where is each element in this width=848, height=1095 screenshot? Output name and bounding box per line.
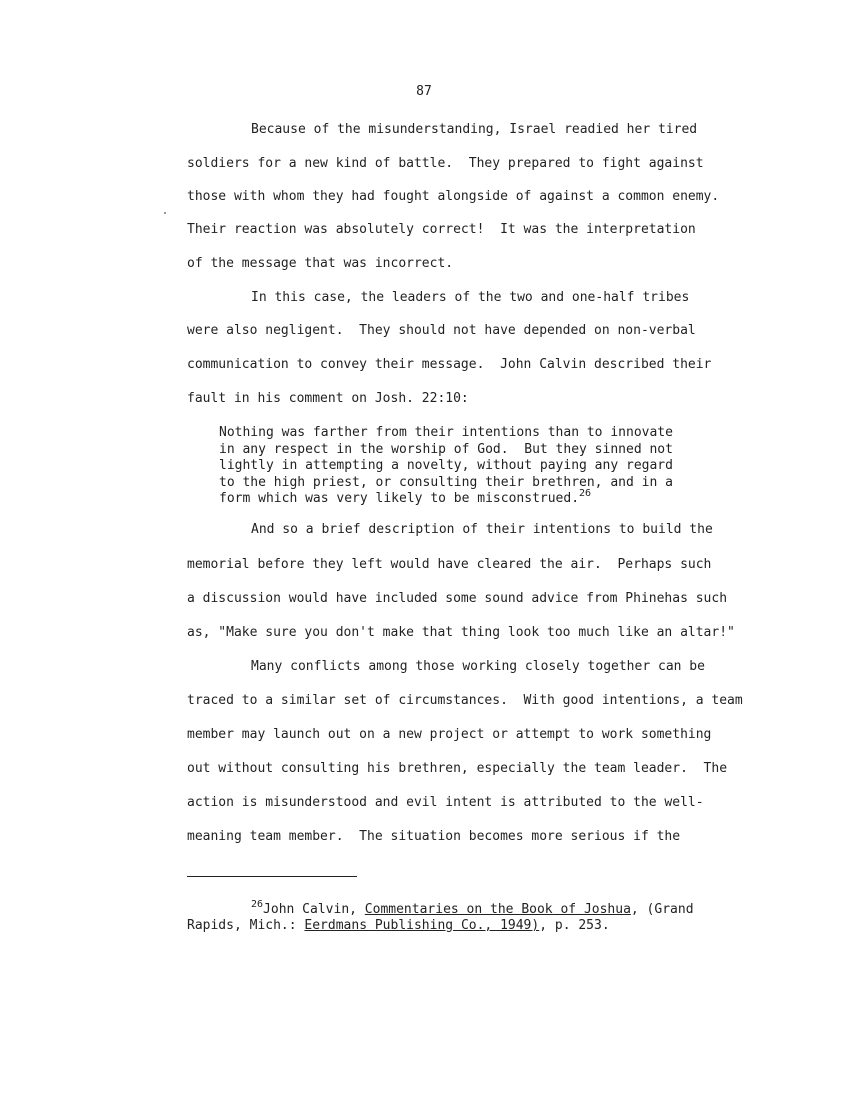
paragraph-line: fault in his comment on Josh. 22:10: xyxy=(187,391,469,406)
footnote-text: Rapids, Mich.: xyxy=(187,918,305,933)
paragraph-line: were also negligent. They should not have depended on non-verbal xyxy=(187,323,696,338)
paragraph-line: Because of the misunderstanding, Israel readied her tired xyxy=(251,122,698,137)
footnote-line-1 xyxy=(251,899,694,918)
footnote-text: , (Grand xyxy=(630,902,694,917)
paragraph-line: traced to a similar set of circumstances. With good intentions, a team xyxy=(187,693,743,708)
paragraph-line: as, "Make sure you don't make that thing look too much like an altar!" xyxy=(187,625,735,640)
footnote-text: , p. 253. xyxy=(539,918,610,933)
page-number: 87 xyxy=(416,84,432,99)
paragraph-line: those with whom they had fought alongside of against a common enemy. xyxy=(187,189,720,204)
footnote-author: John Calvin, xyxy=(263,902,365,917)
paragraph-line: a discussion would have included some sound advice from Phinehas such xyxy=(187,591,728,606)
paragraph-line: Many conflicts among those working closely together can be xyxy=(251,659,705,674)
paragraph-line: out without consulting his brethren, especially the team leader. The xyxy=(187,761,728,776)
quote-line-text: form which was very likely to be misconstrued. xyxy=(219,491,580,506)
paragraph-line: soldiers for a new kind of battle. They prepared to fight against xyxy=(187,156,704,171)
footnote-reference: 26 xyxy=(579,488,592,499)
scan-speck xyxy=(164,212,166,214)
paragraph-line: memorial before they left would have cleared the air. Perhaps such xyxy=(187,557,712,572)
quote-line: lightly in attempting a novelty, without paying any regard xyxy=(219,458,673,473)
paragraph-line: communication to convey their message. John Calvin described their xyxy=(187,357,712,372)
paragraph-line: member may launch out on a new project or attempt to work something xyxy=(187,727,712,742)
footnote-divider xyxy=(187,876,357,877)
paragraph-line: of the message that was incorrect. xyxy=(187,256,454,271)
quote-line xyxy=(219,488,592,507)
paragraph-line: Their reaction was absolutely correct! It was the interpretation xyxy=(187,222,696,237)
quote-line: in any respect in the worship of God. But they sinned not xyxy=(219,442,673,457)
footnote-publisher: Eerdmans Publishing Co., 1949) xyxy=(304,918,540,933)
paragraph-line: meaning team member. The situation becomes more serious if the xyxy=(187,829,681,844)
footnote-line-2 xyxy=(187,918,610,934)
footnote-number: 26 xyxy=(251,899,264,910)
footnote-book-title: Commentaries on the Book of Joshua xyxy=(364,902,631,917)
quote-line: to the high priest, or consulting their brethren, and in a xyxy=(219,475,673,490)
paragraph-line: In this case, the leaders of the two and one-half tribes xyxy=(251,290,690,305)
quote-line: Nothing was farther from their intentions than to innovate xyxy=(219,425,673,440)
paragraph-line: And so a brief description of their intentions to build the xyxy=(251,522,713,537)
paragraph-line: action is misunderstood and evil intent is attributed to the well- xyxy=(187,795,704,810)
